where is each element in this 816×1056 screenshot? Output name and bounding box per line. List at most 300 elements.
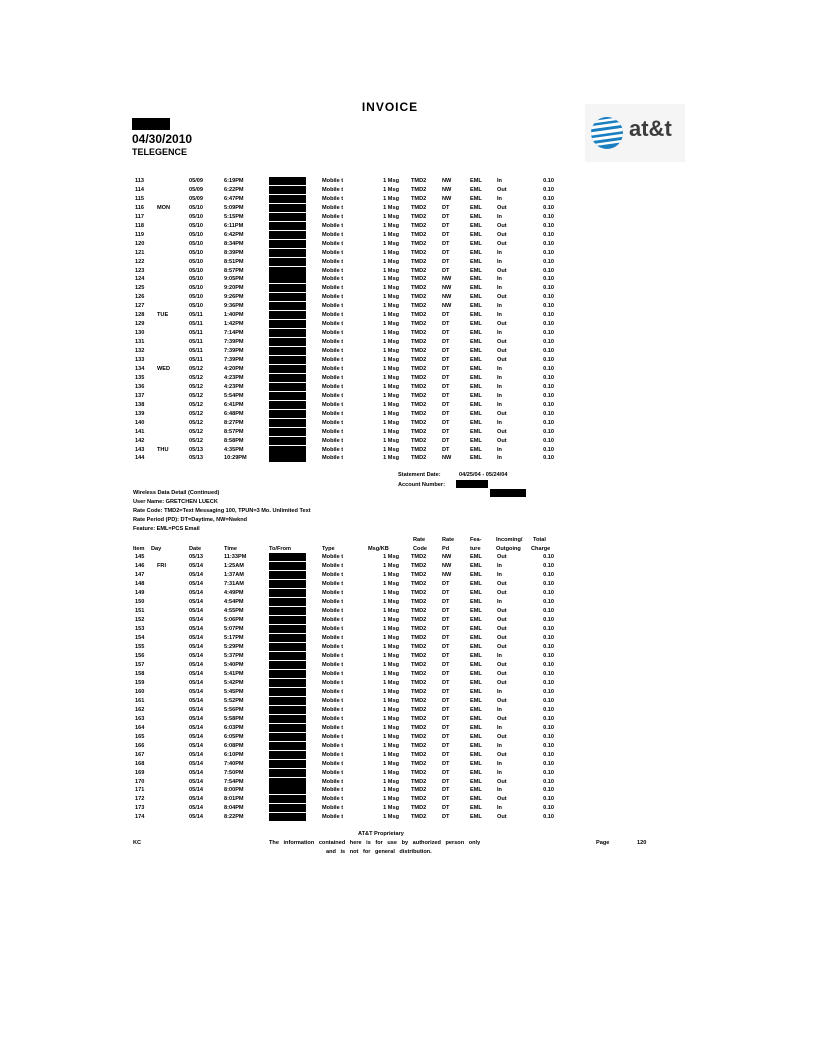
item-number: 158 <box>135 670 145 677</box>
call-type: Mobile t <box>322 580 344 587</box>
rate-code: TMD2 <box>411 562 427 569</box>
rate-code: TMD2 <box>411 814 427 821</box>
charge: 0.10 <box>543 348 554 355</box>
table-row <box>0 293 816 302</box>
call-date: 05/12 <box>189 383 203 390</box>
feature-code: EML <box>470 554 482 560</box>
call-date: 05/14 <box>189 589 203 596</box>
rate-code: TMD2 <box>411 554 427 560</box>
msg-count: 1 Msg <box>383 321 399 328</box>
call-time: 5:07PM <box>224 625 244 632</box>
statement-date-label: Statement Date: <box>398 472 441 478</box>
call-time: 8:39PM <box>224 249 244 256</box>
rate-period: DT <box>442 814 450 821</box>
rate-code: TMD2 <box>411 679 427 686</box>
table-row <box>0 786 816 795</box>
charge: 0.10 <box>543 769 554 776</box>
item-number: 137 <box>135 392 145 399</box>
msg-count: 1 Msg <box>383 240 399 247</box>
call-time: 5:37PM <box>224 652 244 659</box>
call-time: 8:34PM <box>224 240 244 247</box>
statement-date-range: 04/25/04 - 05/24/04 <box>459 472 508 478</box>
rate-code: TMD2 <box>411 258 427 265</box>
table-row <box>0 338 816 347</box>
msg-count: 1 Msg <box>383 213 399 220</box>
item-number: 117 <box>135 213 145 220</box>
direction: In <box>497 446 502 453</box>
rate-code: TMD2 <box>411 213 427 220</box>
call-type: Mobile t <box>322 401 344 408</box>
direction: In <box>497 330 502 337</box>
rate-code: TMD2 <box>411 401 427 408</box>
msg-count: 1 Msg <box>383 589 399 596</box>
msg-count: 1 Msg <box>383 760 399 767</box>
msg-count: 1 Msg <box>383 688 399 695</box>
rate-period: DT <box>442 365 450 372</box>
table-row <box>0 697 816 706</box>
charge: 0.10 <box>543 625 554 632</box>
table-row <box>0 643 816 652</box>
rate-period: DT <box>442 742 450 749</box>
feature-code: EML <box>470 715 482 722</box>
rate-code: TMD2 <box>411 455 427 462</box>
rate-period: DT <box>442 769 450 776</box>
item-number: 115 <box>135 195 145 202</box>
item-number: 125 <box>135 285 145 292</box>
call-date: 05/09 <box>189 178 203 184</box>
feature-code: EML <box>470 357 482 363</box>
call-type: Mobile t <box>322 195 344 202</box>
redacted-number <box>269 356 306 364</box>
feature-code: EML <box>470 607 482 614</box>
direction: In <box>497 742 502 749</box>
rate-period: DT <box>442 805 450 812</box>
rate-period: DT <box>442 240 450 247</box>
table-row <box>0 240 816 249</box>
rate-code-line: Rate Code: TMD2=Text Messaging 100, TPUN=3 Mo. Unlimited Text <box>133 508 311 514</box>
page-label: Page <box>596 840 610 846</box>
item-number: 164 <box>135 724 145 731</box>
rate-period: NW <box>442 195 452 202</box>
direction: Out <box>497 240 507 247</box>
table-row <box>0 598 816 607</box>
charge: 0.10 <box>543 652 554 659</box>
msg-count: 1 Msg <box>383 625 399 632</box>
call-type: Mobile t <box>322 258 344 265</box>
table-row <box>0 607 816 616</box>
feature-code: EML <box>470 312 482 319</box>
call-time: 4:23PM <box>224 374 244 381</box>
call-date: 05/14 <box>189 625 203 632</box>
direction: In <box>497 303 502 310</box>
call-time: 7:39PM <box>224 339 244 346</box>
call-date: 05/11 <box>189 348 203 355</box>
rate-code: TMD2 <box>411 419 427 426</box>
feature-code: EML <box>470 625 482 632</box>
item-number: 163 <box>135 715 145 722</box>
rate-code: TMD2 <box>411 760 427 767</box>
charge: 0.10 <box>543 796 554 803</box>
rate-code: TMD2 <box>411 339 427 346</box>
rate-code: TMD2 <box>411 724 427 731</box>
rate-code: TMD2 <box>411 303 427 310</box>
charge: 0.10 <box>543 455 554 462</box>
table-row <box>0 374 816 383</box>
rate-code: TMD2 <box>411 688 427 695</box>
table-row <box>0 688 816 697</box>
call-date: 05/14 <box>189 814 203 821</box>
redacted-number <box>269 392 306 400</box>
call-type: Mobile t <box>322 598 344 605</box>
charge: 0.10 <box>543 805 554 812</box>
feature-code: EML <box>470 616 482 623</box>
redacted-number <box>269 311 306 319</box>
charge: 0.10 <box>543 751 554 758</box>
feature-code: EML <box>470 428 482 435</box>
feature-code: EML <box>470 643 482 650</box>
table-row <box>0 401 816 410</box>
redacted-number <box>269 320 306 328</box>
redacted-number <box>269 240 306 248</box>
call-time: 5:45PM <box>224 688 244 695</box>
direction: Out <box>497 643 507 650</box>
table-row <box>0 778 816 787</box>
msg-count: 1 Msg <box>383 276 399 283</box>
table-row <box>0 222 816 231</box>
redacted-number <box>269 186 306 194</box>
rate-code: TMD2 <box>411 240 427 247</box>
table-row <box>0 742 816 751</box>
redacted-number <box>269 275 306 283</box>
call-time: 6:42PM <box>224 231 244 238</box>
item-number: 168 <box>135 760 145 767</box>
feature-code: EML <box>470 562 482 569</box>
call-date: 05/09 <box>189 186 203 193</box>
table-row <box>0 724 816 733</box>
document-title: INVOICE <box>361 100 419 114</box>
rate-period: DT <box>442 213 450 220</box>
call-time: 5:52PM <box>224 697 244 704</box>
rate-code: TMD2 <box>411 742 427 749</box>
direction: In <box>497 706 502 713</box>
rate-period: DT <box>442 697 450 704</box>
call-date: 05/14 <box>189 580 203 587</box>
direction: Out <box>497 814 507 821</box>
rate-period: NW <box>442 178 452 184</box>
call-type: Mobile t <box>322 769 344 776</box>
redacted-number <box>269 634 306 642</box>
item-number: 141 <box>135 428 145 435</box>
rate-period: DT <box>442 383 450 390</box>
table-row <box>0 275 816 284</box>
rate-code: TMD2 <box>411 410 427 417</box>
msg-count: 1 Msg <box>383 312 399 319</box>
call-type: Mobile t <box>322 562 344 569</box>
redacted-number <box>269 795 306 803</box>
redacted-number <box>269 769 306 777</box>
feature-code: EML <box>470 374 482 381</box>
call-time: 5:54PM <box>224 392 244 399</box>
col-rate-code-bottom: Code <box>413 546 427 552</box>
charge: 0.10 <box>543 249 554 256</box>
msg-count: 1 Msg <box>383 195 399 202</box>
redacted-number <box>269 329 306 337</box>
call-date: 05/09 <box>189 195 203 202</box>
charge: 0.10 <box>543 312 554 319</box>
day-of-week: TUE <box>157 312 169 319</box>
call-date: 05/14 <box>189 769 203 776</box>
msg-count: 1 Msg <box>383 652 399 659</box>
rate-period: DT <box>442 410 450 417</box>
call-time: 6:19PM <box>224 178 244 184</box>
feature-code: EML <box>470 195 482 202</box>
direction: Out <box>497 751 507 758</box>
call-time: 8:22PM <box>224 814 244 821</box>
redacted-number <box>269 293 306 301</box>
call-type: Mobile t <box>322 715 344 722</box>
msg-count: 1 Msg <box>383 392 399 399</box>
direction: In <box>497 760 502 767</box>
redacted-number <box>269 338 306 346</box>
call-type: Mobile t <box>322 222 344 229</box>
table-row <box>0 186 816 195</box>
call-time: 6:05PM <box>224 733 244 740</box>
col-time: Time <box>224 546 237 552</box>
call-type: Mobile t <box>322 787 344 794</box>
redacted-number <box>269 258 306 266</box>
direction: Out <box>497 778 507 785</box>
rate-period: DT <box>442 392 450 399</box>
table-row <box>0 804 816 813</box>
charge: 0.10 <box>543 688 554 695</box>
call-date: 05/13 <box>189 455 203 462</box>
item-number: 165 <box>135 733 145 740</box>
rate-period: NW <box>442 285 452 292</box>
msg-count: 1 Msg <box>383 339 399 346</box>
call-type: Mobile t <box>322 814 344 821</box>
table-row <box>0 284 816 293</box>
call-time: 6:47PM <box>224 195 244 202</box>
table-row <box>0 410 816 419</box>
msg-count: 1 Msg <box>383 778 399 785</box>
rate-code: TMD2 <box>411 222 427 229</box>
rate-period: DT <box>442 401 450 408</box>
msg-count: 1 Msg <box>383 715 399 722</box>
charge: 0.10 <box>543 589 554 596</box>
charge: 0.10 <box>543 419 554 426</box>
redacted-number <box>269 195 306 203</box>
call-type: Mobile t <box>322 670 344 677</box>
table-row <box>0 419 816 428</box>
msg-count: 1 Msg <box>383 733 399 740</box>
item-number: 152 <box>135 616 145 623</box>
msg-count: 1 Msg <box>383 769 399 776</box>
table-row <box>0 320 816 329</box>
item-number: 127 <box>135 303 145 310</box>
rate-period: DT <box>442 204 450 211</box>
feature-code: EML <box>470 571 482 578</box>
call-date: 05/14 <box>189 715 203 722</box>
msg-count: 1 Msg <box>383 661 399 668</box>
call-type: Mobile t <box>322 204 344 211</box>
charge: 0.10 <box>543 778 554 785</box>
item-number: 120 <box>135 240 145 247</box>
redacted-number <box>269 742 306 750</box>
redacted-number <box>269 580 306 588</box>
direction: Out <box>497 625 507 632</box>
call-date: 05/14 <box>189 733 203 740</box>
col-to-from: To/From <box>269 546 291 552</box>
call-time: 5:56PM <box>224 706 244 713</box>
feature-code: EML <box>470 751 482 758</box>
call-type: Mobile t <box>322 392 344 399</box>
call-time: 9:26PM <box>224 294 244 301</box>
redacted-number <box>269 419 306 427</box>
charge: 0.10 <box>543 240 554 247</box>
rate-code: TMD2 <box>411 751 427 758</box>
call-time: 1:42PM <box>224 321 244 328</box>
rate-period: DT <box>442 357 450 363</box>
rate-code: TMD2 <box>411 580 427 587</box>
call-time: 4:35PM <box>224 446 244 453</box>
charge: 0.10 <box>543 392 554 399</box>
call-type: Mobile t <box>322 294 344 301</box>
table-row <box>0 580 816 589</box>
item-number: 126 <box>135 294 145 301</box>
feature-code: EML <box>470 330 482 337</box>
feature-code: EML <box>470 580 482 587</box>
call-type: Mobile t <box>322 178 344 184</box>
call-time: 1:40PM <box>224 312 244 319</box>
direction: In <box>497 249 502 256</box>
rate-code: TMD2 <box>411 697 427 704</box>
rate-code: TMD2 <box>411 670 427 677</box>
charge: 0.10 <box>543 661 554 668</box>
call-date: 05/14 <box>189 751 203 758</box>
table-row <box>0 661 816 670</box>
rate-period: NW <box>442 554 452 560</box>
day-of-week: WED <box>157 365 171 372</box>
call-date: 05/14 <box>189 778 203 785</box>
charge: 0.10 <box>543 186 554 193</box>
feature-code: EML <box>470 213 482 220</box>
charge: 0.10 <box>543 213 554 220</box>
rate-code: TMD2 <box>411 383 427 390</box>
charge: 0.10 <box>543 715 554 722</box>
call-date: 05/14 <box>189 724 203 731</box>
redacted-number <box>269 813 306 821</box>
confidentiality-line-2: and is not for general distribution. <box>326 849 432 855</box>
rate-period: DT <box>442 652 450 659</box>
call-type: Mobile t <box>322 760 344 767</box>
call-time: 5:40PM <box>224 661 244 668</box>
call-time: 7:50PM <box>224 769 244 776</box>
call-date: 05/11 <box>189 339 203 346</box>
msg-count: 1 Msg <box>383 598 399 605</box>
redacted-number <box>269 284 306 292</box>
direction: In <box>497 213 502 220</box>
msg-count: 1 Msg <box>383 204 399 211</box>
feature-code: EML <box>470 240 482 247</box>
rate-code: TMD2 <box>411 276 427 283</box>
call-type: Mobile t <box>322 365 344 372</box>
call-date: 05/11 <box>189 312 203 319</box>
direction: In <box>497 562 502 569</box>
call-type: Mobile t <box>322 661 344 668</box>
charge: 0.10 <box>543 330 554 337</box>
msg-count: 1 Msg <box>383 401 399 408</box>
msg-count: 1 Msg <box>383 186 399 193</box>
charge: 0.10 <box>543 401 554 408</box>
call-type: Mobile t <box>322 240 344 247</box>
call-date: 05/14 <box>189 796 203 803</box>
redacted-number <box>269 589 306 597</box>
table-row <box>0 249 816 258</box>
item-number: 138 <box>135 401 145 408</box>
rate-period: DT <box>442 428 450 435</box>
item-number: 160 <box>135 688 145 695</box>
feature-code: EML <box>470 796 482 803</box>
redaction-bar-account-2 <box>490 489 526 497</box>
msg-count: 1 Msg <box>383 410 399 417</box>
call-type: Mobile t <box>322 285 344 292</box>
rate-period: DT <box>442 760 450 767</box>
msg-count: 1 Msg <box>383 607 399 614</box>
rate-period: NW <box>442 562 452 569</box>
call-time: 6:08PM <box>224 742 244 749</box>
rate-code: TMD2 <box>411 706 427 713</box>
table-row <box>0 715 816 724</box>
call-type: Mobile t <box>322 625 344 632</box>
confidentiality-line-1: The information contained here is for use by authorized person only <box>269 840 481 846</box>
call-type: Mobile t <box>322 652 344 659</box>
call-date: 05/14 <box>189 670 203 677</box>
charge: 0.10 <box>543 616 554 623</box>
call-date: 05/14 <box>189 562 203 569</box>
item-number: 161 <box>135 697 145 704</box>
item-number: 146 <box>135 562 145 569</box>
direction: In <box>497 688 502 695</box>
rate-code: TMD2 <box>411 321 427 328</box>
rate-code: TMD2 <box>411 374 427 381</box>
section-heading: Wireless Data Detail (Continued) <box>133 490 220 496</box>
table-row <box>0 553 816 562</box>
call-time: 5:17PM <box>224 634 244 641</box>
call-date: 05/12 <box>189 392 203 399</box>
item-number: 114 <box>135 186 145 193</box>
day-of-week: MON <box>157 204 171 211</box>
msg-count: 1 Msg <box>383 787 399 794</box>
rate-period: DT <box>442 267 450 274</box>
item-number: 162 <box>135 706 145 713</box>
rate-code: TMD2 <box>411 178 427 184</box>
feature-code: EML <box>470 787 482 794</box>
charge: 0.10 <box>543 733 554 740</box>
charge: 0.10 <box>543 222 554 229</box>
call-time: 9:20PM <box>224 285 244 292</box>
call-time: 4:55PM <box>224 607 244 614</box>
table-row <box>0 634 816 643</box>
table-row <box>0 213 816 222</box>
direction: Out <box>497 634 507 641</box>
table-row <box>0 258 816 267</box>
msg-count: 1 Msg <box>383 616 399 623</box>
msg-count: 1 Msg <box>383 419 399 426</box>
item-number: 139 <box>135 410 145 417</box>
item-number: 148 <box>135 580 145 587</box>
rate-period: DT <box>442 348 450 355</box>
item-number: 153 <box>135 625 145 632</box>
